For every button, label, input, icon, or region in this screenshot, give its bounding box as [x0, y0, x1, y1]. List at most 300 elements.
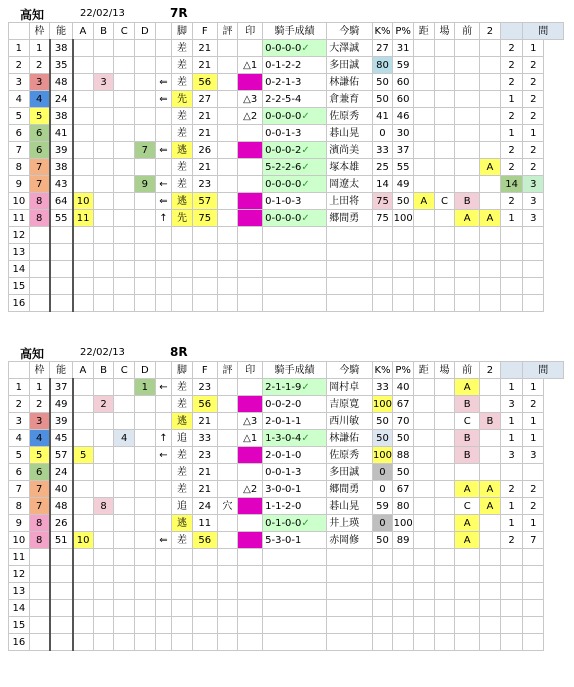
track: [434, 617, 455, 634]
table-row: [9, 549, 564, 566]
ability-score: 51: [50, 532, 73, 549]
col-c: [114, 125, 135, 142]
jockey-name: 井上瑛: [327, 515, 372, 532]
track: [434, 295, 455, 312]
interval-1: 1: [500, 210, 523, 227]
k-percent: [372, 549, 393, 566]
p-percent: 89: [393, 532, 414, 549]
arrow-icon: [155, 413, 172, 430]
col-c: [114, 549, 135, 566]
rating: [217, 125, 238, 142]
col-c: [114, 176, 135, 193]
col-a: [73, 227, 94, 244]
running-style: 差: [172, 40, 193, 57]
f-score: [192, 278, 217, 295]
rating: [217, 244, 238, 261]
jockey-record-cell: [263, 413, 327, 430]
p-percent: [393, 278, 414, 295]
col-d: [135, 566, 156, 583]
col-d: [135, 634, 156, 651]
check-icon: ✓: [301, 144, 310, 156]
col-a: [73, 617, 94, 634]
interval-1: 1: [500, 498, 523, 515]
previous: B: [455, 396, 480, 413]
k-percent: [372, 244, 393, 261]
column-header: 脚: [172, 362, 193, 379]
bracket-number: 8: [29, 532, 50, 549]
col-c: [114, 481, 135, 498]
ability-score: 24: [50, 464, 73, 481]
running-style: 逃: [172, 515, 193, 532]
jockey-record: 0-0-0-2: [265, 144, 302, 156]
rating: [217, 142, 238, 159]
col-d: [135, 515, 156, 532]
rating: [217, 227, 238, 244]
row-number: 6: [9, 125, 30, 142]
running-style: 逃: [172, 193, 193, 210]
prediction-mark: [238, 566, 263, 583]
interval-1: [500, 261, 523, 278]
running-style: [172, 634, 193, 651]
second: [480, 295, 501, 312]
row-number: 7: [9, 142, 30, 159]
column-header: 枠: [29, 362, 50, 379]
jockey-name: 郷間勇: [327, 481, 372, 498]
f-score: 21: [192, 108, 217, 125]
prediction-mark: △1: [238, 430, 263, 447]
col-a: [73, 481, 94, 498]
k-percent: 80: [372, 57, 393, 74]
jockey-name: 吉原寛: [327, 396, 372, 413]
prediction-mark: [238, 583, 263, 600]
jockey-record-cell: [263, 210, 327, 227]
arrow-icon: [155, 244, 172, 261]
interval-1: 2: [500, 142, 523, 159]
second: [480, 464, 501, 481]
interval-2: [523, 261, 544, 278]
col-c: [114, 583, 135, 600]
bracket-number: [29, 600, 50, 617]
p-percent: 100: [393, 210, 414, 227]
interval-2: [523, 549, 544, 566]
running-style: 差: [172, 176, 193, 193]
running-style: [172, 583, 193, 600]
table-row: [9, 74, 564, 91]
race-table: [8, 361, 564, 651]
second: [480, 430, 501, 447]
p-percent: [393, 634, 414, 651]
jockey-name: [327, 600, 372, 617]
second: [480, 142, 501, 159]
check-icon: ✓: [301, 110, 310, 122]
prediction-mark: [238, 617, 263, 634]
race-header: [8, 4, 564, 22]
col-b: [93, 142, 114, 159]
jockey-record: 1-3-0-4: [265, 432, 302, 444]
column-header: C: [114, 23, 135, 40]
distance: [413, 498, 434, 515]
ability-score: 41: [50, 125, 73, 142]
jockey-name: 林謙佑: [327, 430, 372, 447]
k-percent: 14: [372, 176, 393, 193]
interval-1: 2: [500, 40, 523, 57]
col-b: [93, 57, 114, 74]
second: [480, 176, 501, 193]
rating: [217, 278, 238, 295]
track: [434, 91, 455, 108]
col-a: [73, 498, 94, 515]
col-b: [93, 430, 114, 447]
track: [434, 498, 455, 515]
column-header: A: [73, 362, 94, 379]
col-d: [135, 125, 156, 142]
arrow-icon: ⇐: [155, 142, 172, 159]
col-b: [93, 413, 114, 430]
prediction-mark: △3: [238, 413, 263, 430]
col-d: [135, 193, 156, 210]
race-table: [8, 22, 564, 312]
col-b: 3: [93, 74, 114, 91]
col-b: 8: [93, 498, 114, 515]
row-number: 15: [9, 278, 30, 295]
p-percent: [393, 261, 414, 278]
jockey-record: 0-0-1-3: [265, 466, 302, 478]
ability-score: [50, 617, 73, 634]
f-score: [192, 549, 217, 566]
jockey-name: 濱尚美: [327, 142, 372, 159]
col-c: [114, 278, 135, 295]
bracket-number: 6: [29, 142, 50, 159]
previous: [455, 108, 480, 125]
p-percent: 88: [393, 447, 414, 464]
bracket-number: [29, 617, 50, 634]
p-percent: [393, 549, 414, 566]
interval-2: 1: [523, 515, 544, 532]
second: A: [480, 210, 501, 227]
p-percent: 50: [393, 464, 414, 481]
row-number: 16: [9, 295, 30, 312]
distance: [413, 515, 434, 532]
row-number: 4: [9, 91, 30, 108]
col-b: [93, 244, 114, 261]
bracket-number: 7: [29, 159, 50, 176]
row-number: 3: [9, 74, 30, 91]
second: [480, 549, 501, 566]
col-a: [73, 159, 94, 176]
prediction-mark: [238, 159, 263, 176]
p-percent: 46: [393, 108, 414, 125]
previous: [455, 57, 480, 74]
col-b: [93, 481, 114, 498]
ability-score: [50, 227, 73, 244]
p-percent: 31: [393, 40, 414, 57]
row-number: 2: [9, 57, 30, 74]
second: [480, 74, 501, 91]
track: [434, 57, 455, 74]
col-a: 11: [73, 210, 94, 227]
jockey-record-cell: [263, 176, 327, 193]
ability-score: 24: [50, 91, 73, 108]
ability-score: [50, 549, 73, 566]
jockey-record-cell: [263, 515, 327, 532]
second: [480, 193, 501, 210]
rating: [217, 176, 238, 193]
k-percent: [372, 227, 393, 244]
rating: [217, 583, 238, 600]
p-percent: [393, 583, 414, 600]
distance: [413, 549, 434, 566]
jockey-record-cell: [263, 396, 327, 413]
jockey-name: [327, 278, 372, 295]
column-header: B: [93, 362, 114, 379]
table-row: [9, 515, 564, 532]
arrow-icon: [155, 227, 172, 244]
col-c: [114, 108, 135, 125]
table-row: [9, 227, 564, 244]
column-header: F: [192, 23, 217, 40]
col-c: [114, 600, 135, 617]
row-number: 10: [9, 532, 30, 549]
interval-1: 1: [500, 125, 523, 142]
jockey-record-cell: [263, 600, 327, 617]
col-b: [93, 227, 114, 244]
previous: [455, 278, 480, 295]
p-percent: 55: [393, 159, 414, 176]
col-c: [114, 142, 135, 159]
column-header-row: [9, 362, 564, 379]
jockey-record-cell: [263, 159, 327, 176]
running-style: 差: [172, 481, 193, 498]
jockey-record: 3-0-0-1: [265, 483, 302, 495]
race-number: 7R: [170, 6, 188, 20]
jockey-record-cell: [263, 583, 327, 600]
second: [480, 244, 501, 261]
col-d: [135, 227, 156, 244]
col-d: 7: [135, 142, 156, 159]
arrow-icon: ↑: [155, 430, 172, 447]
jockey-record: 0-0-0-0: [265, 42, 302, 54]
rating: [217, 57, 238, 74]
column-header: 2: [480, 23, 501, 40]
k-percent: 59: [372, 498, 393, 515]
running-style: [172, 549, 193, 566]
col-d: [135, 261, 156, 278]
running-style: 追: [172, 430, 193, 447]
row-number: 13: [9, 583, 30, 600]
f-score: 33: [192, 430, 217, 447]
bracket-number: [29, 227, 50, 244]
k-percent: [372, 617, 393, 634]
arrow-icon: [155, 498, 172, 515]
col-c: [114, 210, 135, 227]
track: [434, 464, 455, 481]
track: [434, 142, 455, 159]
running-style: 差: [172, 159, 193, 176]
ability-score: 55: [50, 210, 73, 227]
jockey-record-cell: [263, 244, 327, 261]
k-percent: 41: [372, 108, 393, 125]
col-a: [73, 549, 94, 566]
track: [434, 108, 455, 125]
col-a: [73, 634, 94, 651]
jockey-record: 0-1-2-2: [265, 59, 302, 71]
row-number: 8: [9, 159, 30, 176]
previous: [455, 176, 480, 193]
distance: [413, 244, 434, 261]
jockey-record-cell: [263, 379, 327, 396]
interval-2: 2: [523, 498, 544, 515]
arrow-icon: [155, 261, 172, 278]
jockey-name: 多田誠: [327, 57, 372, 74]
distance: [413, 481, 434, 498]
f-score: 75: [192, 210, 217, 227]
second: [480, 396, 501, 413]
interval-1: 2: [500, 74, 523, 91]
column-header: [155, 23, 172, 40]
jockey-record: 5-2-2-6: [265, 161, 302, 173]
ability-score: 37: [50, 379, 73, 396]
rating: 穴: [217, 498, 238, 515]
distance: [413, 40, 434, 57]
jockey-record-cell: [263, 74, 327, 91]
jockey-record-cell: [263, 464, 327, 481]
prediction-mark: ◎: [238, 396, 263, 413]
jockey-record: 1-1-2-0: [265, 500, 302, 512]
column-header: P%: [393, 23, 414, 40]
arrow-icon: [155, 566, 172, 583]
column-header: 距: [413, 362, 434, 379]
p-percent: 67: [393, 396, 414, 413]
col-a: [73, 74, 94, 91]
previous: [455, 227, 480, 244]
column-header: F: [192, 362, 217, 379]
running-style: 差: [172, 396, 193, 413]
f-score: [192, 244, 217, 261]
column-header: 今騎: [327, 23, 372, 40]
rating: [217, 379, 238, 396]
running-style: 逃: [172, 413, 193, 430]
bracket-number: 7: [29, 498, 50, 515]
jockey-name: [327, 244, 372, 261]
table-row: [9, 464, 564, 481]
distance: [413, 379, 434, 396]
interval-2: 2: [523, 142, 544, 159]
distance: [413, 227, 434, 244]
distance: [413, 159, 434, 176]
jockey-name: [327, 549, 372, 566]
col-c: [114, 295, 135, 312]
previous: [455, 583, 480, 600]
prediction-mark: ☆: [238, 498, 263, 515]
jockey-record: 0-1-0-0: [265, 517, 302, 529]
previous: [455, 125, 480, 142]
p-percent: 67: [393, 481, 414, 498]
running-style: 差: [172, 447, 193, 464]
rating: [217, 396, 238, 413]
ability-score: 64: [50, 193, 73, 210]
bracket-number: 7: [29, 176, 50, 193]
p-percent: [393, 600, 414, 617]
race-number: 8R: [170, 345, 188, 359]
col-d: [135, 617, 156, 634]
column-header: 前: [455, 362, 480, 379]
col-a: [73, 40, 94, 57]
second: [480, 532, 501, 549]
col-a: [73, 57, 94, 74]
running-style: 差: [172, 108, 193, 125]
row-number: 3: [9, 413, 30, 430]
f-score: 11: [192, 515, 217, 532]
interval-2: 2: [523, 108, 544, 125]
bracket-number: [29, 566, 50, 583]
jockey-record: 2-1-1-9: [265, 381, 302, 393]
k-percent: 27: [372, 40, 393, 57]
distance: [413, 413, 434, 430]
jockey-record-cell: [263, 91, 327, 108]
col-a: [73, 379, 94, 396]
col-b: [93, 176, 114, 193]
f-score: 21: [192, 40, 217, 57]
arrow-icon: ←: [155, 379, 172, 396]
k-percent: 0: [372, 515, 393, 532]
interval-1: [500, 600, 523, 617]
table-row: [9, 278, 564, 295]
arrow-icon: [155, 278, 172, 295]
interval-1: [500, 583, 523, 600]
rating: [217, 413, 238, 430]
jockey-record-cell: [263, 634, 327, 651]
previous: [455, 40, 480, 57]
k-percent: 0: [372, 464, 393, 481]
prediction-mark: [238, 464, 263, 481]
second: A: [480, 159, 501, 176]
col-d: [135, 210, 156, 227]
arrow-icon: [155, 634, 172, 651]
prediction-mark: [238, 278, 263, 295]
distance: [413, 125, 434, 142]
interval-1: [500, 295, 523, 312]
prediction-mark: ☆: [238, 142, 263, 159]
interval-2: 1: [523, 379, 544, 396]
jockey-record: 0-1-0-3: [265, 195, 302, 207]
col-b: [93, 278, 114, 295]
running-style: [172, 244, 193, 261]
column-header: D: [135, 362, 156, 379]
col-b: [93, 566, 114, 583]
running-style: 先: [172, 210, 193, 227]
column-header: 能: [50, 23, 73, 40]
col-b: [93, 464, 114, 481]
ability-score: 43: [50, 176, 73, 193]
jockey-name: [327, 295, 372, 312]
k-percent: 50: [372, 413, 393, 430]
col-a: [73, 583, 94, 600]
col-d: [135, 91, 156, 108]
table-row: [9, 108, 564, 125]
ability-score: 49: [50, 396, 73, 413]
previous: C: [455, 498, 480, 515]
second: A: [480, 498, 501, 515]
table-row: [9, 210, 564, 227]
k-percent: [372, 634, 393, 651]
f-score: 21: [192, 57, 217, 74]
f-score: 21: [192, 481, 217, 498]
f-score: 23: [192, 447, 217, 464]
ability-score: 39: [50, 413, 73, 430]
running-style: [172, 227, 193, 244]
track: [434, 227, 455, 244]
col-b: [93, 159, 114, 176]
